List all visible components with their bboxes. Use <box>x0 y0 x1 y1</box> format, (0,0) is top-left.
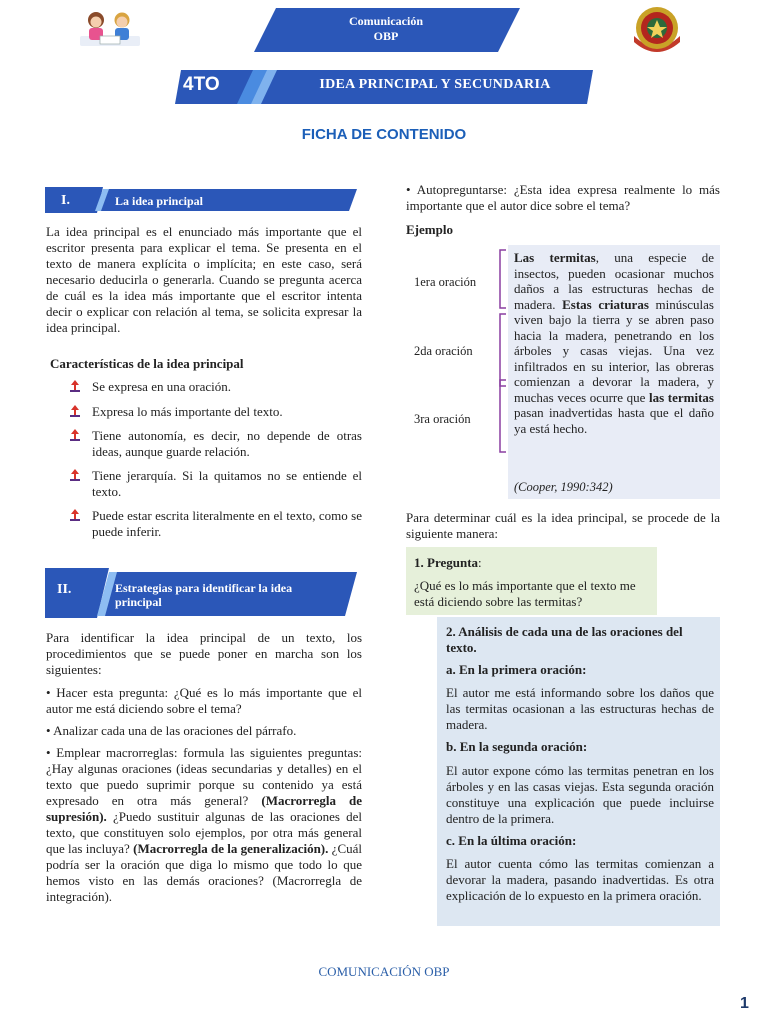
section-2-header <box>45 566 360 622</box>
rule-supresion: (Macrorregla de supresión). <box>46 793 362 824</box>
topic-title: IDEA PRINCIPAL Y SECUNDARIA <box>319 77 551 92</box>
keyword-criaturas: Estas criaturas <box>562 296 649 312</box>
example-text-part: minúsculas viven bajo la tierra y se abren paso hacia la madera, penetrando en los árboles y casas viejas. Una vez infiltrados en su interior, las obreras comienzan a devorar la madera, y muchas veces ocurre que <box>514 296 714 405</box>
strategy-text: ¿Puedo sustituir algunas de las oraciones del texto, que constituyen solo ejemplos, por otra más general que las incluya? <box>46 809 362 856</box>
features-title: Características de la idea principal <box>50 356 244 371</box>
page-number: 1 <box>740 995 749 1012</box>
label-first-sentence: 1era oración <box>414 275 477 289</box>
analysis-a-text: El autor me está informando sobre los daños que las termitas ocasionan a las estructuras hechas de madera. <box>446 685 714 732</box>
analysis-a-title: a. En la primera oración: <box>446 662 587 677</box>
subject-label: Comunicación <box>348 14 423 28</box>
sheet-title: FICHA DE CONTENIDO <box>301 126 467 143</box>
example-text-part: pasan inadvertidas hasta que el daño ya está hecho. <box>514 405 714 436</box>
label-second-sentence: 2da oración <box>414 344 473 358</box>
analysis-c-text: El autor cuenta cómo las termitas comienzan a devorar la madera, pasando inadvertidas. Es otra explicación de lo expuesto en la primera oración. <box>446 856 714 903</box>
program-label: OBP <box>373 29 399 43</box>
kids-reading-illustration <box>80 8 140 50</box>
example-text <box>514 250 714 436</box>
list-item <box>70 404 362 420</box>
strategy-item-2: • Analizar cada una de las oraciones del párrafo. <box>46 723 297 738</box>
feature-text: Se expresa en una oración. <box>92 379 231 394</box>
question-text: ¿Qué es lo más importante que el texto me está diciendo sobre las termitas? <box>414 578 636 609</box>
feature-text: Tiene jerarquía. Si la quitamos no se entiende el texto. <box>92 468 362 499</box>
example-title: Ejemplo <box>406 222 453 237</box>
feature-text: Puede estar escrita literalmente en el texto, como se puede inferir. <box>92 508 362 539</box>
example-text-part: , una especie de insectos, pueden ocasionar muchos daños a las estructuras hechas de madera. <box>514 250 714 312</box>
feature-text: Tiene autonomía, es decir, no depende de otras ideas, aunque guarde relación. <box>92 428 362 459</box>
list-item <box>70 468 362 500</box>
section-1-title: La idea principal <box>115 194 204 208</box>
pin-bullet-icon <box>70 429 80 441</box>
analysis-b-title: b. En la segunda oración: <box>446 739 588 754</box>
school-seal-logo <box>628 2 686 58</box>
strategy-text: • Emplear macrorreglas: formula las siguientes preguntas: ¿Hay algunas oraciones (ideas secundarias y detalles) en el texto que puedo suprimir porque su contenido ya está expresado en otra más general? <box>46 745 362 808</box>
label-third-sentence: 3ra oración <box>414 412 471 426</box>
analysis-c-title: c. En la última oración: <box>446 833 577 848</box>
feature-text: Expresa lo más importante del texto. <box>92 404 283 419</box>
strategy-item-3 <box>46 745 362 905</box>
pin-bullet-icon <box>70 405 80 417</box>
pin-bullet-icon <box>70 469 80 481</box>
section-2-intro: Para identificar la idea principal de un texto, los procedimientos que se puede poner en marcha son los siguientes: <box>46 630 362 677</box>
autopregunta-item: • Autopreguntarse: ¿Esta idea expresa realmente lo más importante que el autor dice sobre el tema? <box>406 182 720 213</box>
pin-bullet-icon <box>70 380 80 392</box>
question-title <box>414 555 482 571</box>
list-item <box>70 508 362 540</box>
keyword-termitas: Las termitas <box>514 250 596 265</box>
section-1-paragraph: La idea principal es el enunciado más importante que el escritor presenta para explicar el tema. Se presenta en el texto de manera explícita o implícita; en este caso, será necesario deducirla o generarla. Cuando se pregunta acerca de cuál es la idea más importante que el escritor intenta decir o explicar con relación al tema, se solicita expresar la idea principal. <box>46 224 362 335</box>
section-1-header <box>45 183 360 215</box>
section-2-number: II. <box>57 582 72 597</box>
section-2-title: Estrategias para identificar la idea principal <box>115 581 293 609</box>
pin-bullet-icon <box>70 509 80 521</box>
analysis-title: 2. Análisis de cada una de las oraciones del texto. <box>446 624 683 655</box>
grade-label: 4TO <box>183 74 220 95</box>
analysis-b-text: El autor expone cómo las termitas penetran en los árboles y en las casas viejas. Esta segunda oración constituye una explicación que puede incluirse dentro de la primera. <box>446 763 714 826</box>
list-item <box>70 428 362 460</box>
strategy-item-1: • Hacer esta pregunta: ¿Qué es lo más importante que el autor me está diciendo sobre el tema? <box>46 685 362 716</box>
sentence-brackets <box>492 248 508 458</box>
footer-text: COMUNICACIÓN OBP <box>318 964 450 979</box>
question-colon: : <box>478 555 482 570</box>
keyword-termitas: las termitas <box>649 389 714 405</box>
header-title <box>330 14 442 44</box>
rule-generalizacion: (Macrorregla de la generalización). <box>133 841 329 856</box>
procedure-text: Para determinar cuál es la idea principal, se procede de la siguiente manera: <box>406 510 720 541</box>
strategy-text: ¿Cuál podría ser la oración que diga lo mismo que todo lo que hemos visto en las demás oraciones? (Macrorregla de integración). <box>46 841 362 904</box>
list-item <box>70 379 362 395</box>
question-title-text: 1. Pregunta <box>414 555 479 570</box>
section-1-number: I. <box>61 193 70 208</box>
citation: (Cooper, 1990:342) <box>514 480 613 494</box>
features-list <box>70 379 362 540</box>
